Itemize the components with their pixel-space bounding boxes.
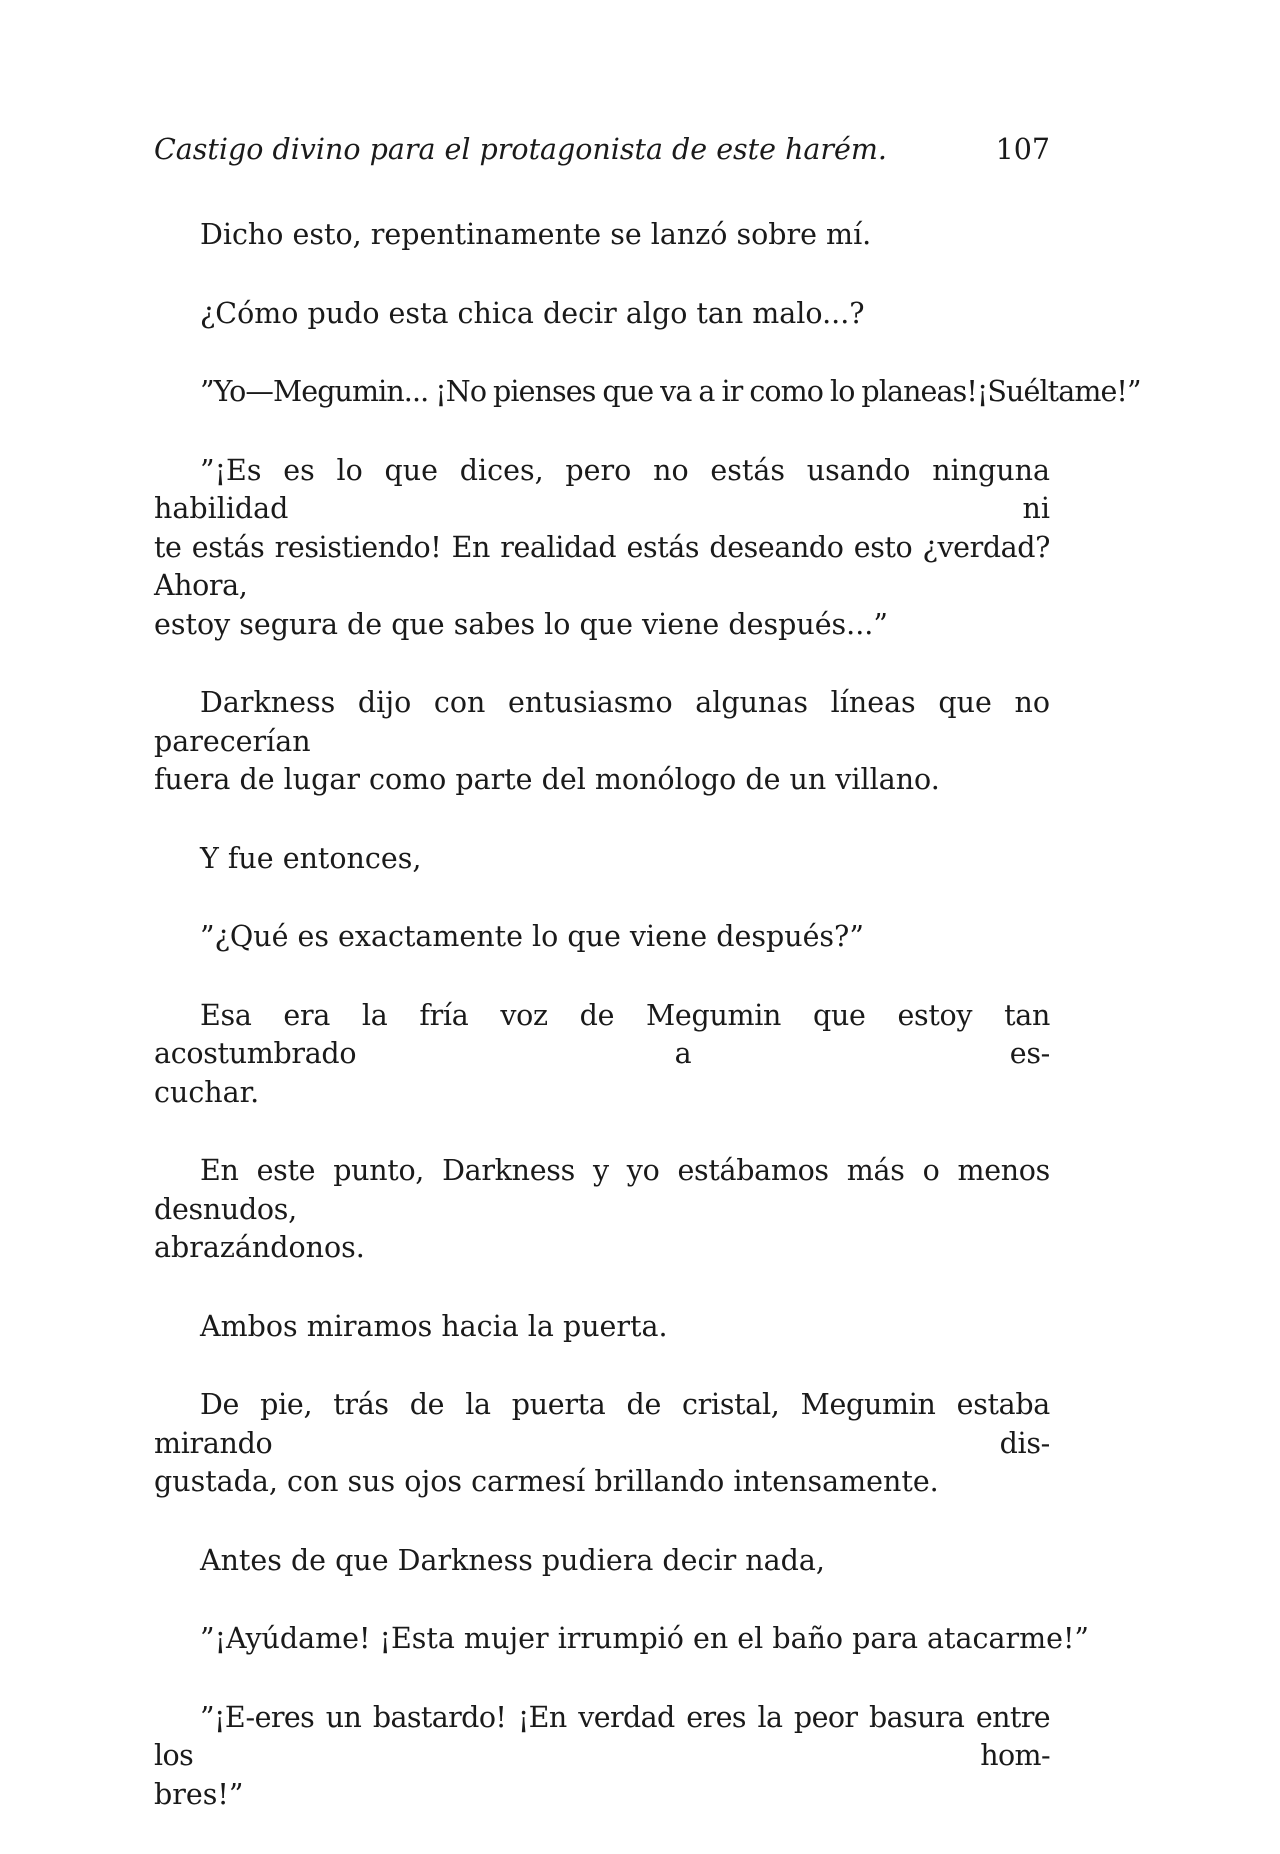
paragraph bbox=[154, 216, 1050, 255]
text-line: ”Yo—Megumin... ¡No pienses que va a ir como lo planeas!¡Suéltame!” bbox=[200, 375, 1141, 408]
text-line: ”¡Ayúdame! ¡Esta mujer irrumpió en el baño para atacarme!” bbox=[200, 1622, 1089, 1655]
text-line: estoy segura de que sabes lo que viene después...” bbox=[154, 607, 888, 641]
text-line: Ambos miramos hacia la puerta. bbox=[200, 1309, 668, 1343]
text-line: bres!” bbox=[154, 1777, 244, 1811]
text-line: ”¡E-eres un bastardo! ¡En verdad eres la peor basura entre los hom- bbox=[154, 1700, 1050, 1772]
text-line: Darkness dijo con entusiasmo algunas líneas que no parecerían bbox=[154, 686, 1050, 758]
paragraph bbox=[154, 1542, 1050, 1581]
text-line: ¿Cómo pudo esta chica decir algo tan malo...? bbox=[200, 296, 865, 330]
running-header bbox=[154, 126, 1050, 174]
paragraph bbox=[154, 373, 1141, 412]
paragraph bbox=[154, 1308, 1050, 1347]
text-line: gustada, con sus ojos carmesí brillando intensamente. bbox=[154, 1465, 939, 1498]
text-line: Dicho esto, repentinamente se lanzó sobre mí. bbox=[200, 218, 872, 251]
page-number: 107 bbox=[995, 133, 1050, 166]
text-line: De pie, trás de la puerta de cristal, Megumin estaba mirando dis- bbox=[154, 1388, 1050, 1460]
text-line: Esa era la fría voz de Megumin que estoy tan acostumbrado a es- bbox=[154, 998, 1050, 1070]
paragraph bbox=[154, 1152, 1050, 1268]
text-line: fuera de lugar como parte del monólogo de un villano. bbox=[154, 763, 940, 796]
paragraph bbox=[154, 1620, 1089, 1659]
paragraph bbox=[154, 840, 1050, 879]
paragraph bbox=[154, 918, 1050, 957]
paragraph bbox=[154, 684, 1050, 800]
paragraph bbox=[154, 452, 1050, 645]
text-line: Antes de que Darkness pudiera decir nada, bbox=[200, 1543, 825, 1577]
body-text bbox=[154, 216, 1141, 1854]
running-title: Castigo divino para el protagonista de este harém. bbox=[154, 133, 887, 166]
paragraph bbox=[154, 997, 1050, 1113]
paragraph bbox=[154, 295, 1050, 334]
text-line: te estás resistiendo! En realidad estás deseando esto ¿verdad? Ahora, bbox=[154, 530, 1050, 602]
text-line: cuchar. bbox=[154, 1075, 260, 1109]
text-line: ”¿Qué es exactamente lo que viene después?” bbox=[200, 920, 864, 953]
text-line: Y fue entonces, bbox=[200, 841, 422, 875]
text-line: ”¡Es es lo que dices, pero no estás usando ninguna habilidad ni bbox=[154, 453, 1050, 525]
paragraph bbox=[154, 1386, 1050, 1502]
paragraph bbox=[154, 1699, 1050, 1815]
text-line: abrazándonos. bbox=[154, 1231, 365, 1264]
text-line: En este punto, Darkness y yo estábamos más o menos desnudos, bbox=[154, 1154, 1050, 1226]
